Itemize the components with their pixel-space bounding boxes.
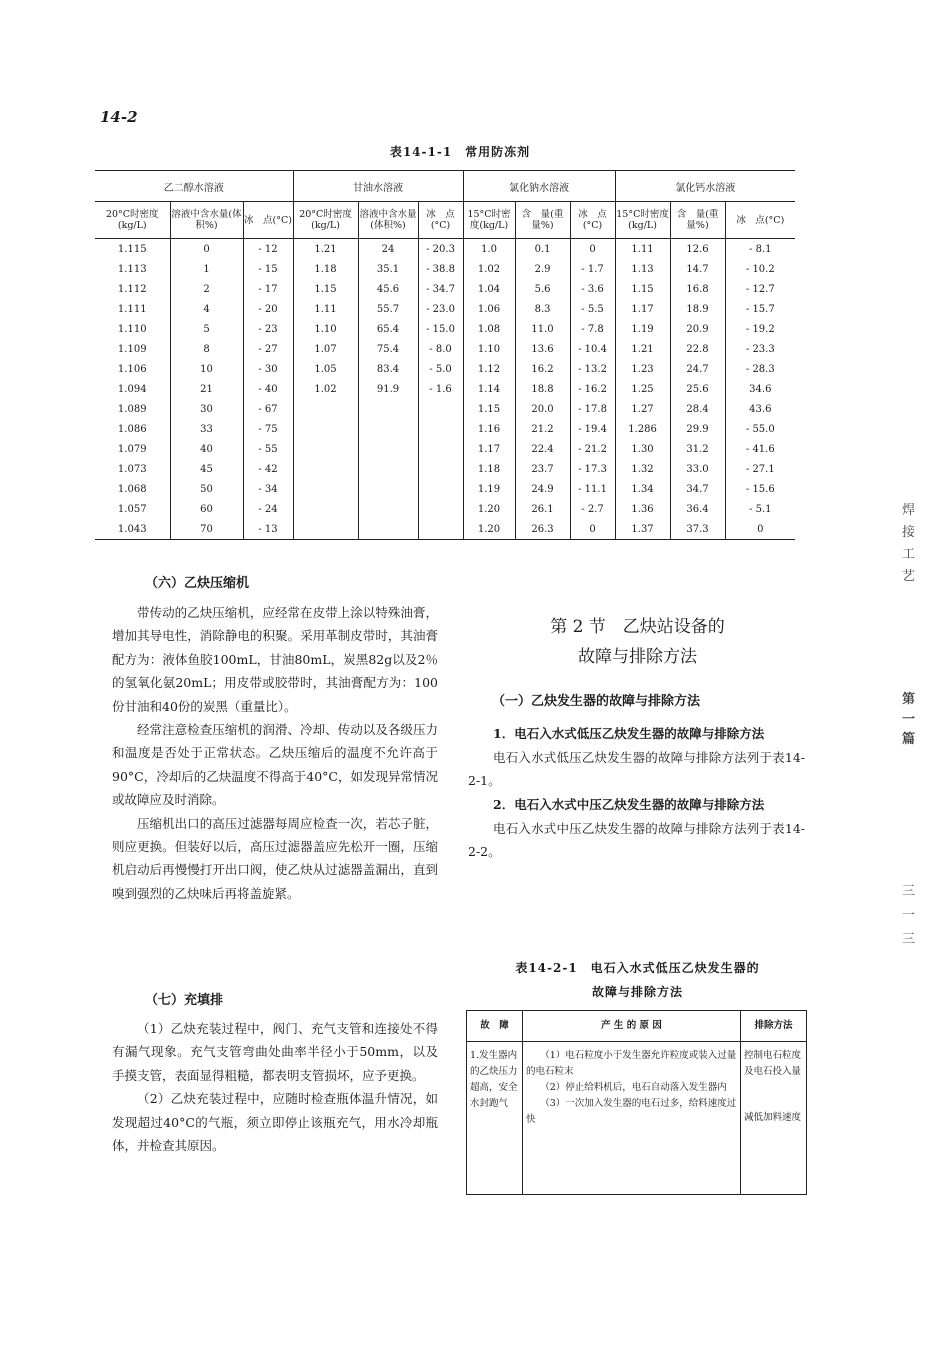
table-cell: - 34 (243, 479, 293, 499)
table-cell: 0 (170, 239, 243, 260)
table-cell: 30 (170, 399, 243, 419)
table-cell: 1.12 (463, 359, 515, 379)
table-row (95, 479, 795, 499)
table-cell: 36.4 (670, 499, 725, 519)
table-cell: 1.02 (463, 259, 515, 279)
table-cell: - 34.7 (418, 279, 463, 299)
table-cell: 1.23 (615, 359, 670, 379)
table-cell: - 15.0 (418, 319, 463, 339)
col-header: 溶液中含水量(体积%) (358, 202, 418, 239)
table-cell (358, 519, 418, 540)
table-cell: - 38.8 (418, 259, 463, 279)
table-cell: 1.14 (463, 379, 515, 399)
table-cell: 1.112 (117, 283, 147, 295)
caption-line: 表14-2-1 电石入水式低压乙炔发生器的 (515, 961, 760, 975)
subheading: 2．电石入水式中压乙炔发生器的故障与排除方法 (493, 796, 765, 812)
table-cell (358, 499, 418, 519)
remedy-item: 减低加料速度 (744, 1112, 802, 1123)
table-cell: 43.6 (725, 399, 795, 419)
table-cell: - 75 (243, 419, 293, 439)
paragraph: 带传动的乙炔压缩机，应经常在皮带上涂以特殊油膏，增加其导电性，消除静电的积聚。采用革制皮带时，其油膏配方为：液体鱼胶100mL，甘油80mL，炭黑82g以及2％的氢氧化氨20mL；用皮带或胶带时，其油膏配方为：100份甘油和40份的炭黑（重量比）。 (112, 605, 438, 714)
table-cell: 26.3 (515, 519, 570, 540)
table-cell (358, 439, 418, 459)
table-cell: 1.106 (117, 363, 147, 375)
table-row (95, 439, 795, 459)
table-cell: - 20 (243, 299, 293, 319)
table-cell: 24.7 (670, 359, 725, 379)
table-row (95, 499, 795, 519)
table-cell: - 42 (243, 459, 293, 479)
table-header-row (95, 202, 795, 239)
table-cell: 24 (358, 239, 418, 260)
table-cell: 34.6 (725, 379, 795, 399)
table-cell: 20.9 (670, 319, 725, 339)
table-cell (358, 479, 418, 499)
table-cell: 8.3 (515, 299, 570, 319)
paragraph: 电石入水式低压乙炔发生器的故障与排除方法列于表14-2-1。 (468, 750, 805, 789)
table-cell: - 8.0 (418, 339, 463, 359)
table-cell: - 11.1 (570, 479, 615, 499)
table-cell: 1.113 (117, 263, 147, 275)
table1-caption: 表14-1-1 常用防冻剂 (389, 145, 531, 159)
table-cell: 8 (170, 339, 243, 359)
table-cell: - 5.1 (725, 499, 795, 519)
fault-table (466, 1010, 807, 1195)
table-cell: - 15 (243, 259, 293, 279)
table-cell: 31.2 (670, 439, 725, 459)
table-cell: - 28.3 (725, 359, 795, 379)
table-cell: 83.4 (358, 359, 418, 379)
table-cell: - 30 (243, 359, 293, 379)
table-cell: - 27.1 (725, 459, 795, 479)
table-row (95, 299, 795, 319)
table-cell: 1.043 (117, 523, 147, 535)
table-cell: 1.19 (463, 479, 515, 499)
paragraph: （1）乙炔充装过程中，阀门、充气支管和连接处不得有漏气现象。充气支管弯曲处曲率半径小于50mm，以及手摸支管，表面显得粗糙，都表明支管损坏，应予更换。 (112, 1021, 438, 1083)
table-cell (293, 499, 358, 519)
table-cell: 1.286 (615, 419, 670, 439)
table-cell: 0 (570, 519, 615, 540)
table-cell: 1.36 (615, 499, 670, 519)
table-cell: 1.15 (293, 279, 358, 299)
table-cell: 24.9 (515, 479, 570, 499)
table-cell: - 23 (243, 319, 293, 339)
table-cell: - 1.6 (418, 379, 463, 399)
table-cell: 2.9 (515, 259, 570, 279)
table-cell: 1.109 (117, 343, 147, 355)
table-row (95, 519, 795, 540)
table-cell: 1.089 (117, 403, 147, 415)
table-cell: 1.0 (463, 239, 515, 260)
table-cell: 60 (170, 499, 243, 519)
table-cell: - 7.8 (570, 319, 615, 339)
table-cell: 1.10 (463, 339, 515, 359)
table-cell: 1.073 (117, 463, 147, 475)
margin-text: 焊 接 工 艺 (902, 503, 916, 584)
table-cell: 5.6 (515, 279, 570, 299)
heading-acetylene-compressor: （六）乙炔压缩机 (145, 576, 250, 591)
left-body-2 (112, 1017, 438, 1157)
table-cell: 1.37 (615, 519, 670, 540)
table-cell: - 5.0 (418, 359, 463, 379)
table-cell: 20.0 (515, 399, 570, 419)
table-cell: 33.0 (670, 459, 725, 479)
margin-text: 三 一 三 (902, 884, 916, 947)
table-row (95, 359, 795, 379)
table-cell: 21.2 (515, 419, 570, 439)
col-header: 含 量(重量%) (515, 202, 570, 239)
table-cell: 1.13 (615, 259, 670, 279)
table-row (95, 459, 795, 479)
col-header: 20°C时密度(kg/L) (293, 202, 358, 239)
table-cell: 1.06 (463, 299, 515, 319)
table-cell: 1.07 (293, 339, 358, 359)
table-cell: 1.11 (615, 239, 670, 260)
col-header: 冰 点(°C) (418, 202, 463, 239)
heading-generator-faults: （一）乙炔发生器的故障与排除方法 (492, 694, 701, 709)
table-cell (418, 419, 463, 439)
section-title (470, 612, 805, 672)
antifreeze-table (95, 170, 795, 540)
table-cell: 16.8 (670, 279, 725, 299)
col-header-cause: 产 生 的 原 因 (523, 1011, 741, 1042)
table-cell: 1.04 (463, 279, 515, 299)
table-cell: 12.6 (670, 239, 725, 260)
table-cell: 18.9 (670, 299, 725, 319)
table-cell: 23.7 (515, 459, 570, 479)
table-cell: 1.20 (463, 519, 515, 540)
table-cell: - 13 (243, 519, 293, 540)
table-cell: - 13.2 (570, 359, 615, 379)
col-header: 15°C时密度(kg/L) (463, 202, 515, 239)
table-cell: - 15.6 (725, 479, 795, 499)
table-cell: 35.1 (358, 259, 418, 279)
table-cell: 65.4 (358, 319, 418, 339)
table-row (95, 319, 795, 339)
table-cell: 1.079 (117, 443, 147, 455)
group-glycerin: 甘油水溶液 (293, 171, 463, 202)
col-header: 含 量(重量%) (670, 202, 725, 239)
heading-filling-rack: （七）充填排 (145, 993, 224, 1008)
table-cell (358, 419, 418, 439)
table-cell: 1.068 (117, 483, 147, 495)
caption-line: 故障与排除方法 (591, 985, 683, 999)
remedy-cell (741, 1042, 807, 1195)
table-cell: 1.34 (615, 479, 670, 499)
col-header: 溶液中含水量(体积%) (170, 202, 243, 239)
table-cell: - 23.0 (418, 299, 463, 319)
table-row (95, 339, 795, 359)
table-cell: 1.110 (117, 323, 147, 335)
paragraph: （2）乙炔充装过程中，应随时检查瓶体温升情况，如发现超过40°C的气瓶，须立即停止该瓶充气，用水冷却瓶体，并检查其原因。 (112, 1091, 438, 1154)
table-cell (293, 419, 358, 439)
table-cell: 1.15 (463, 399, 515, 419)
table-cell: - 17.8 (570, 399, 615, 419)
table-cell: 22.4 (515, 439, 570, 459)
table-cell: 1.057 (117, 503, 147, 515)
page-number: 14-2 (100, 108, 138, 126)
table-cell: 37.3 (670, 519, 725, 540)
table-cell: - 19.2 (725, 319, 795, 339)
fault-cell: 1.发生器内的乙炔压力超高，安全水封跑气 (467, 1042, 523, 1195)
table-cell: 1.15 (615, 279, 670, 299)
table-cell: 13.6 (515, 339, 570, 359)
table-cell: 0 (725, 519, 795, 540)
table-cell: - 5.5 (570, 299, 615, 319)
table-cell: 4 (170, 299, 243, 319)
table-cell: 50 (170, 479, 243, 499)
table-cell: - 21.2 (570, 439, 615, 459)
table-cell (293, 439, 358, 459)
table-cell: - 16.2 (570, 379, 615, 399)
table-cell: 1.111 (117, 303, 147, 315)
section-title-line: 故障与排除方法 (578, 647, 697, 667)
table-cell (358, 459, 418, 479)
table-cell: - 40 (243, 379, 293, 399)
table-cell (293, 519, 358, 540)
table-cell: 45 (170, 459, 243, 479)
table-cell: 1.094 (117, 383, 147, 395)
table-row (95, 239, 795, 260)
table-cell: 18.8 (515, 379, 570, 399)
table-cell: - 17 (243, 279, 293, 299)
table-cell: 1.25 (615, 379, 670, 399)
table-cell (418, 499, 463, 519)
table-cell: 1.18 (293, 259, 358, 279)
table-cell: 26.1 (515, 499, 570, 519)
table-cell: - 19.4 (570, 419, 615, 439)
table-cell: - 23.3 (725, 339, 795, 359)
table-cell: 1.19 (615, 319, 670, 339)
cause-item: （1）电石粒度小于发生器允许粒度或装入过量的电石粒末 (526, 1050, 737, 1077)
table-cell (293, 459, 358, 479)
table-cell (358, 399, 418, 419)
group-ethylene-glycol: 乙二醇水溶液 (95, 171, 293, 202)
table-cell: 1.18 (463, 459, 515, 479)
table-cell: 1.17 (615, 299, 670, 319)
table-cell: 1.16 (463, 419, 515, 439)
section-title-line: 第 2 节 乙炔站设备的 (550, 617, 725, 637)
paragraph: 压缩机出口的高压过滤器每周应检查一次，若芯子脏，则应更换。但装好以后，高压过滤器盖应先松开一圈，压缩机启动后再慢慢打开出口阀，使乙炔从过滤器盖漏出，直到嗅到强烈的乙炔味后再将盖旋紧。 (112, 815, 438, 901)
table-cell: 1.086 (117, 423, 147, 435)
table-cell: 1.27 (615, 399, 670, 419)
right-body (468, 722, 805, 864)
table-cell: - 67 (243, 399, 293, 419)
col-header: 冰 点(°C) (725, 202, 795, 239)
table-cell: - 12 (243, 239, 293, 260)
table-cell: 1.20 (463, 499, 515, 519)
table-cell: - 24 (243, 499, 293, 519)
table-cell: 16.2 (515, 359, 570, 379)
table-cell: 14.7 (670, 259, 725, 279)
table-cell: - 27 (243, 339, 293, 359)
cause-item: （3）一次加入发生器的电石过多，给料速度过快 (526, 1098, 737, 1125)
table-cell: - 10.2 (725, 259, 795, 279)
table-cell: - 17.3 (570, 459, 615, 479)
table-row (95, 379, 795, 399)
table-cell: 1.10 (293, 319, 358, 339)
table-cell: 2 (170, 279, 243, 299)
table-header-row (467, 1011, 807, 1042)
table-cell: 1.21 (615, 339, 670, 359)
table-cell: 0.1 (515, 239, 570, 260)
table-cell (418, 399, 463, 419)
table-cell: 34.7 (670, 479, 725, 499)
table-cell: - 2.7 (570, 499, 615, 519)
table-cell: 28.4 (670, 399, 725, 419)
left-body-1 (112, 601, 438, 905)
paragraph: 经常注意检查压缩机的润滑、冷却、传动以及各级压力和温度是否处于正常状态。乙炔压缩后的温度不允许高于90°C，冷却后的乙炔温度不得高于40°C，如发现异常情况或故障应及时消除。 (112, 722, 438, 808)
subheading: 1．电石入水式低压乙炔发生器的故障与排除方法 (493, 726, 765, 741)
table-cell (418, 439, 463, 459)
group-sodium-chloride: 氯化钠水溶液 (463, 171, 615, 202)
table-cell: 1.30 (615, 439, 670, 459)
table-row (467, 1042, 807, 1195)
table-cell: 1 (170, 259, 243, 279)
table-cell: - 1.7 (570, 259, 615, 279)
margin-text: 第 一 篇 (902, 692, 916, 747)
table-cell: 1.05 (293, 359, 358, 379)
table-cell: 1.11 (293, 299, 358, 319)
table-row (95, 399, 795, 419)
table-cell: 1.17 (463, 439, 515, 459)
table-cell: 45.6 (358, 279, 418, 299)
table-cell: - 10.4 (570, 339, 615, 359)
table-cell: 1.115 (117, 243, 147, 255)
cause-cell (523, 1042, 741, 1195)
table-cell: 21 (170, 379, 243, 399)
table-cell: 10 (170, 359, 243, 379)
table-cell (293, 479, 358, 499)
table-cell: - 12.7 (725, 279, 795, 299)
table-cell: 70 (170, 519, 243, 540)
table2-caption (470, 956, 805, 1004)
table-cell (418, 519, 463, 540)
cause-item: （2）停止给料机后，电石自动落入发生器内 (540, 1082, 727, 1093)
col-header: 冰 点(°C) (570, 202, 615, 239)
table-cell: 75.4 (358, 339, 418, 359)
paragraph: 电石入水式中压乙炔发生器的故障与排除方法列于表14-2-2。 (468, 820, 805, 860)
table-cell: 33 (170, 419, 243, 439)
col-header-remedy: 排除方法 (741, 1011, 807, 1042)
table-cell: - 15.7 (725, 299, 795, 319)
table-cell (418, 479, 463, 499)
col-header-fault: 故 障 (467, 1011, 523, 1042)
table-cell: - 8.1 (725, 239, 795, 260)
table-cell (418, 459, 463, 479)
table-cell: 40 (170, 439, 243, 459)
table-cell: - 55.0 (725, 419, 795, 439)
remedy-item: 控制电石粒度及电石投入量 (744, 1050, 802, 1077)
col-header: 20°C时密度(kg/L) (95, 202, 170, 239)
table-group-row (95, 171, 795, 202)
table-cell: 0 (570, 239, 615, 260)
table-row (95, 279, 795, 299)
table-cell: 1.21 (293, 239, 358, 260)
table-cell: 5 (170, 319, 243, 339)
table-cell: - 3.6 (570, 279, 615, 299)
table-cell: 91.9 (358, 379, 418, 399)
table-cell: 55.7 (358, 299, 418, 319)
table-row (95, 419, 795, 439)
table-cell: 22.8 (670, 339, 725, 359)
table-cell: 1.02 (293, 379, 358, 399)
table-cell (293, 399, 358, 419)
col-header: 15°C时密度(kg/L) (615, 202, 670, 239)
table-cell: - 55 (243, 439, 293, 459)
table-cell: - 41.6 (725, 439, 795, 459)
group-calcium-chloride: 氯化钙水溶液 (615, 171, 795, 202)
table-cell: - 20.3 (418, 239, 463, 260)
col-header: 冰 点(°C) (243, 202, 293, 239)
table-cell: 1.08 (463, 319, 515, 339)
table-row (95, 259, 795, 279)
table-cell: 25.6 (670, 379, 725, 399)
table-cell: 11.0 (515, 319, 570, 339)
table-cell: 1.32 (615, 459, 670, 479)
table-cell: 29.9 (670, 419, 725, 439)
